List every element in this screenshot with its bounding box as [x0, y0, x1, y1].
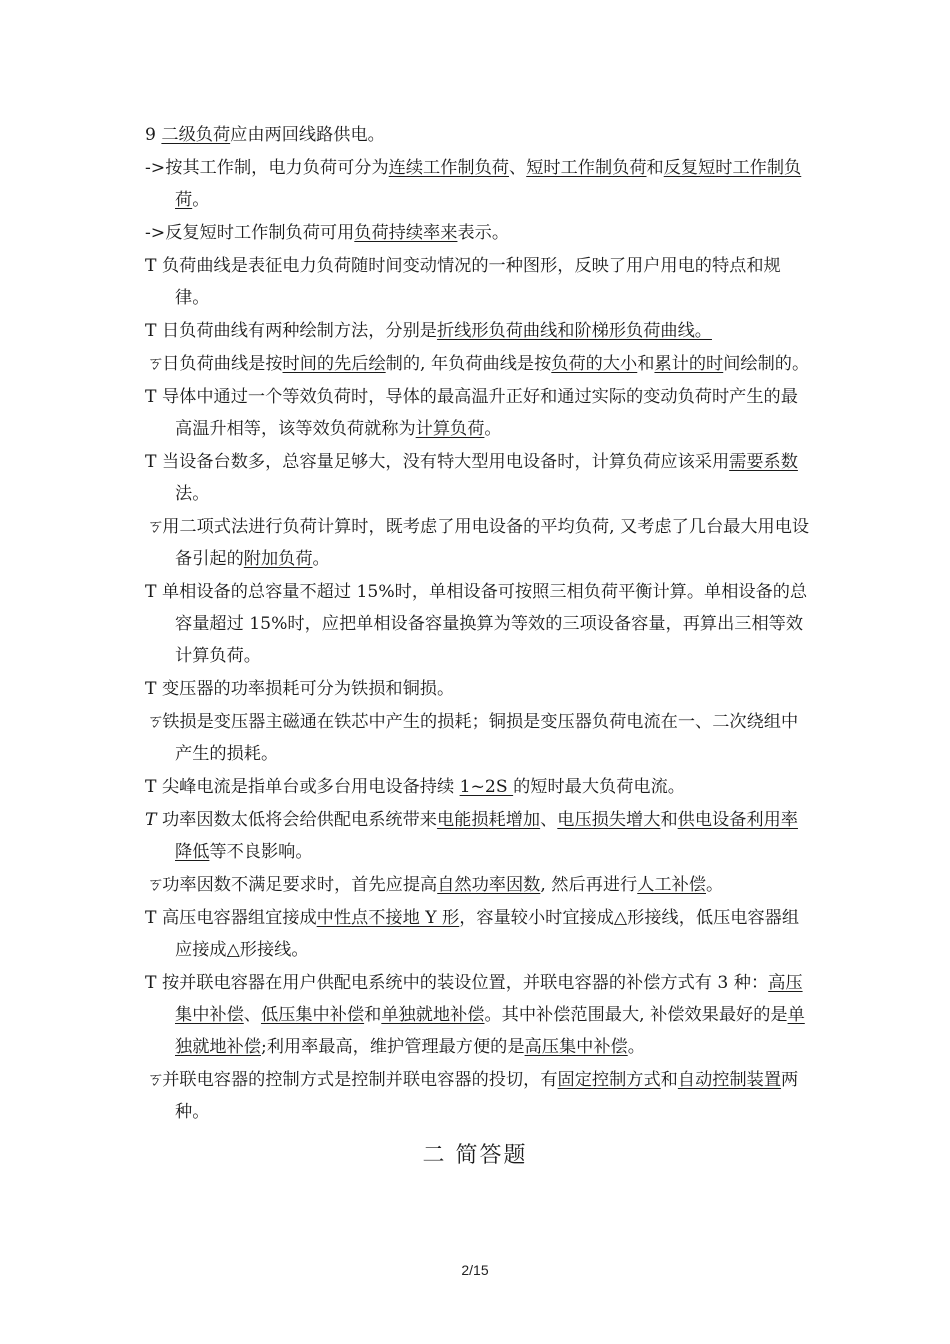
underlined-answer: 连续工作制负荷 — [388, 158, 509, 178]
text-segment: , 然后再进行 — [540, 875, 638, 895]
underlined-answer: 需要系数 — [729, 452, 798, 472]
underlined-answer: 短时工作制负荷 — [526, 158, 647, 178]
paragraph-marker: ㄎ — [145, 354, 163, 374]
underlined-answer: 反复短时工作制负荷 — [175, 158, 802, 210]
underlined-answer: 低压集中补偿 — [260, 1005, 365, 1025]
text-segment: 。 — [192, 190, 210, 210]
text-segment: 铁损是变压器主磁通在铁芯中产生的损耗；铜损是变压器负荷电流在一、二次绕组中产生的损耗。 — [162, 712, 799, 764]
underlined-answer: 人工补偿 — [637, 875, 706, 895]
paragraph — [145, 804, 815, 868]
text-segment: 用二项式法进行负荷计算时，既考虑了用电设备的平均负荷, 又考虑了几台最大用电设备引起的 — [162, 517, 810, 569]
text-segment: 应由两回线路供电。 — [230, 125, 385, 145]
text-segment: 间绘制的。 — [723, 354, 810, 374]
paragraph-marker: T — [145, 452, 162, 472]
text-segment: 功率因数不满足要求时，首先应提高 — [162, 875, 438, 895]
text-segment: 尖峰电流是指单台或多台用电设备持续 — [161, 777, 460, 797]
page-number: 2/15 — [461, 1262, 489, 1278]
text-segment: 反复短时工作制负荷可用 — [165, 223, 355, 243]
underlined-answer: 折线形负荷曲线和阶梯形负荷曲线。 — [436, 321, 712, 341]
paragraph — [145, 348, 815, 380]
text-segment: 两种。 — [175, 1070, 799, 1122]
paragraph-marker: T — [145, 679, 162, 699]
text-segment: 表示。 — [457, 223, 510, 243]
text-segment: 。 — [484, 419, 502, 439]
paragraph-marker: T — [145, 973, 162, 993]
underlined-answer: 固定控制方式 — [557, 1070, 661, 1090]
paragraph — [145, 511, 815, 575]
text-segment: 和 — [364, 1005, 382, 1025]
underlined-answer: 单独就地补偿 — [381, 1005, 485, 1025]
paragraph-marker: T — [145, 810, 162, 830]
text-segment: 。 — [706, 875, 724, 895]
paragraph-marker: 9 — [145, 125, 162, 145]
paragraph-marker: T — [145, 908, 162, 928]
underlined-answer: 中性点不接地 Y 形 — [316, 908, 460, 928]
text-segment: 并联电容器的控制方式是控制并联电容器的投切，有 — [162, 1070, 558, 1090]
text-segment: 等不良影响。 — [209, 842, 313, 862]
paragraph — [145, 673, 815, 705]
underlined-answer: 时间的先后绘 — [282, 354, 386, 374]
paragraph — [145, 152, 815, 216]
text-segment: ，容量较小时宜接成△形接线，低压电容器组应接成△形接线。 — [175, 908, 800, 960]
underlined-answer: 附加负荷 — [243, 549, 313, 569]
text-segment: 高压电容器组宜接成 — [161, 908, 317, 928]
underlined-answer: 二级负荷 — [161, 125, 231, 145]
text-segment: ;利用率最高，维护管理最方便的是 — [260, 1037, 525, 1057]
paragraph-marker: ㄎ — [145, 1070, 163, 1090]
paragraph — [145, 771, 815, 803]
text-segment: 和 — [637, 354, 655, 374]
text-segment: 。 — [627, 1037, 645, 1057]
text-segment: 、 — [243, 1005, 261, 1025]
text-segment: 导体中通过一个等效负荷时，导体的最高温升正好和通过实际的变动负荷时产生的最高温升相等，该等效负荷就称为 — [161, 387, 798, 439]
underlined-answer: 计算负荷 — [415, 419, 485, 439]
paragraph — [145, 869, 815, 901]
text-segment: 负荷曲线是表征电力负荷随时间变动情况的一种图形，反映了用户用电的特点和规律。 — [161, 256, 781, 308]
underlined-answer: 自动控制装置 — [677, 1070, 782, 1090]
paragraph-marker: T — [145, 777, 162, 797]
text-segment: 法。 — [175, 484, 210, 504]
text-segment: 变压器的功率损耗可分为铁损和铜损。 — [161, 679, 455, 699]
text-segment: 、 — [509, 158, 527, 178]
text-segment: 功率因数太低将会给供配电系统带来 — [161, 810, 437, 830]
paragraph-marker: -> — [145, 158, 166, 178]
paragraph-marker: ㄎ — [145, 712, 163, 732]
paragraph-marker: T — [145, 582, 162, 602]
underlined-answer: 自然功率因数 — [437, 875, 541, 895]
paragraph — [145, 119, 815, 151]
paragraph-marker: T — [145, 256, 162, 276]
paragraph — [145, 250, 815, 314]
underlined-answer: 负荷持续率来 — [354, 223, 458, 243]
underlined-answer: 高压集中补偿 — [175, 973, 803, 1025]
paragraph — [145, 381, 815, 445]
underlined-answer: 电能损耗增加 — [436, 810, 541, 830]
paragraph — [145, 902, 815, 966]
text-segment: 按并联电容器在用户供配电系统中的装设位置，并联电容器的补偿方式有 3 种： — [161, 973, 769, 993]
text-segment: 和 — [646, 158, 664, 178]
section-heading: 二 简答题 — [422, 1143, 528, 1168]
paragraph — [145, 1064, 815, 1128]
paragraph — [145, 967, 815, 1063]
underlined-answer: 1~2S — [459, 777, 514, 797]
text-segment: 和 — [660, 810, 678, 830]
text-segment: 。其中补偿范围最大, 补偿效果最好的是 — [484, 1005, 788, 1025]
underlined-answer: 供电设备利用率降低 — [175, 810, 798, 862]
text-segment: 。 — [312, 549, 330, 569]
underlined-answer: 累计的时 — [654, 354, 724, 374]
text-segment: 制的, 年负荷曲线是按 — [385, 354, 552, 374]
text-segment: 的短时最大负荷电流。 — [513, 777, 685, 797]
paragraph-marker: ㄎ — [145, 517, 163, 537]
underlined-answer: 高压集中补偿 — [524, 1037, 628, 1057]
paragraph — [145, 706, 815, 770]
paragraph — [145, 446, 815, 510]
text-segment: 当设备台数多，总容量足够大，没有特大型用电设备时，计算负荷应该采用 — [161, 452, 730, 472]
underlined-answer: 电压损失增大 — [557, 810, 661, 830]
paragraph — [145, 576, 815, 672]
text-segment: 按其工作制，电力负荷可分为 — [165, 158, 389, 178]
text-segment: 日负荷曲线是按 — [162, 354, 283, 374]
paragraph-marker: ㄎ — [145, 875, 163, 895]
underlined-answer: 单独就地补偿 — [175, 1005, 805, 1057]
paragraph — [145, 315, 815, 347]
underlined-answer: 负荷的大小 — [551, 354, 638, 374]
text-segment: 单相设备的总容量不超过 15%时，单相设备可按照三相负荷平衡计算。单相设备的总容量超过 15%时，应把单相设备容量换算为等效的三项设备容量，再算出三相等效计算负荷。 — [161, 582, 808, 666]
document-body — [145, 119, 815, 1129]
paragraph-marker: T — [145, 387, 162, 407]
text-segment: 、 — [540, 810, 558, 830]
text-segment: 日负荷曲线有两种绘制方法，分别是 — [161, 321, 437, 341]
paragraph-marker: -> — [145, 223, 166, 243]
text-segment: 和 — [660, 1070, 678, 1090]
paragraph-marker: T — [145, 321, 162, 341]
paragraph — [145, 217, 815, 249]
